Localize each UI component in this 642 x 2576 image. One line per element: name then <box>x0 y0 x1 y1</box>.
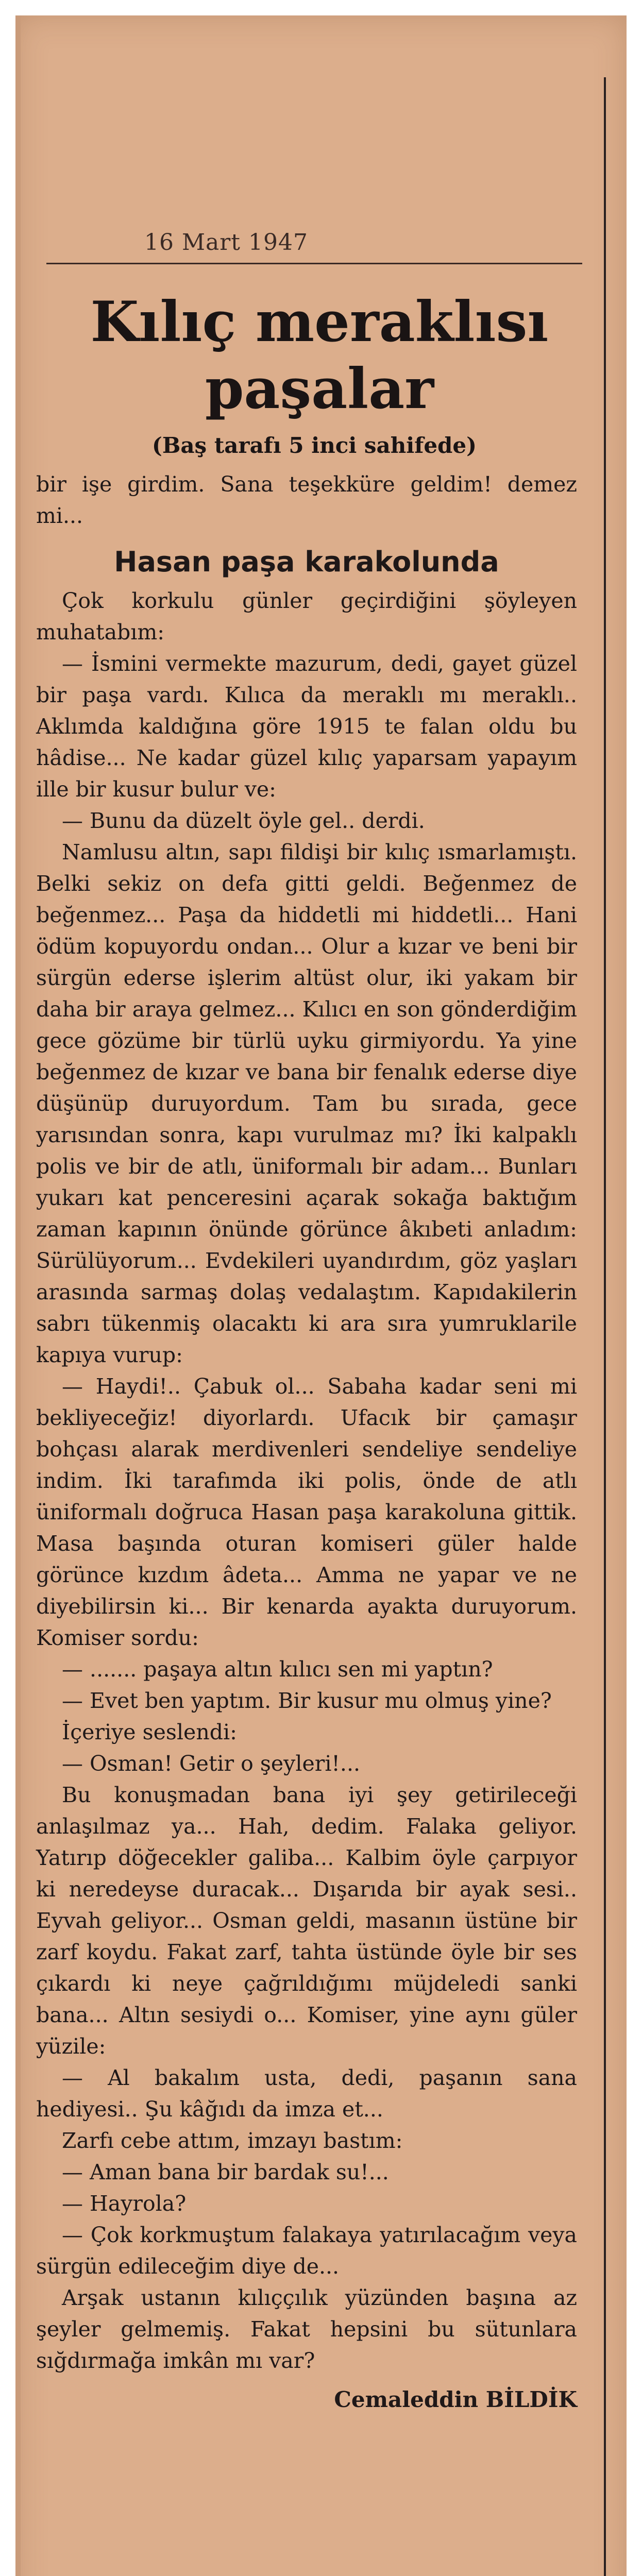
headline-line-2: paşalar <box>205 357 434 421</box>
paragraph: İçeriye seslendi: <box>62 1720 237 1744</box>
paragraph: — Hayrola? <box>62 2191 187 2216</box>
section-title: Hasan paşa karakolunda <box>114 546 499 578</box>
paragraph: Çok korkulu günler geçirdiğini şöyleyen muhatabım: <box>36 588 577 645</box>
paragraph: — ....... paşaya altın kılıcı sen mi yaptın? <box>62 1657 493 1682</box>
intro-paragraph: bir işe girdim. Sana teşekküre geldim! demez mi... <box>36 472 577 528</box>
headline-line-1: Kılıç meraklısı <box>90 290 549 354</box>
continuation-note: (Baş tarafı 5 inci sahifede) <box>151 433 477 458</box>
paragraph: Zarfı cebe attım, imzayı bastım: <box>62 2128 403 2153</box>
paragraph: Arşak ustanın kılıççılık yüzünden başına az şeyler gelmemiş. Fakat hepsini bu sütunlara sığdırmağa imkân mı var? <box>36 2285 577 2373</box>
paragraph: — Haydi!.. Çabuk ol... Sabaha kadar seni mi bekliyeceğiz! diyorlardı. Ufacık bir çamaşır bohçası alarak merdivenleri sendeliye sendeliye indim. İki tarafımda iki polis, önde de atlı üniformalı doğruca Hasan paşa karakoluna gittik. Masa başında oturan komiseri güler halde görünce kızdım âdeta... Amma ne yapar ve ne diyebilirsin ki... Bir kenarda ayakta duruyorum. Komiser sordu: <box>36 1374 577 1650</box>
paragraph: — Bunu da düzelt öyle gel.. derdi. <box>62 808 425 833</box>
author-signature: Cemaleddin BİLDİK <box>334 2387 577 2412</box>
publication-date: 16 Mart 1947 <box>144 229 308 256</box>
paragraph: — İsmini vermekte mazurum, dedi, gayet güzel bir paşa vardı. Kılıca da meraklı mı meraklı.. Aklımda kaldığına göre 1915 te falan oldu bu hâdise... Ne kadar güzel kılıç yaparsam yapayım ille bir kusur bulur ve: <box>36 651 577 802</box>
torn-left-edge <box>15 15 21 2576</box>
date-divider <box>46 263 582 264</box>
paragraph: — Evet ben yaptım. Bir kusur mu olmuş yine? <box>62 1688 552 1713</box>
headline <box>62 289 577 422</box>
paragraph: Namlusu altın, sapı fildişi bir kılıç ısmarlamıştı. Belki sekiz on defa gitti geldi. Beğenmez de beğenmez... Paşa da hiddetli mi hiddetli... Hani ödüm kopuyordu ondan... Olur a kızar ve beni bir sürgün ederse işlerim altüst olur, iki yakam bir daha bir araya gelmez... Kılıcı en son gönderdiğim gece gözüme bir türlü uyku girmiyordu. Ya yine beğenmez de kızar ve bana bir fenalık ederse diye düşünüp duruyordum. Tam bu sırada, gece yarısından sonra, kapı vurulmaz mı? İki kalpaklı polis ve bir de atlı, üniformalı bir adam... Bunları yukarı kat penceresini açarak sokağa baktığım zaman kapının önünde görünce âkıbeti anladım: Sürülüyorum... Evdekileri uyandırdım, göz yaşları arasında sarmaş dolaş vedalaştım. Kapıdakilerin sabrı tükenmiş olacaktı ki ara sıra yumruklarile kapıya vurup: <box>36 840 577 1367</box>
article-body <box>36 469 577 2415</box>
paragraph: — Al bakalım usta, dedi, paşanın sana hediyesi.. Şu kâğıdı da imza et... <box>36 2065 577 2122</box>
column-rule <box>604 77 606 2576</box>
paragraph: — Çok korkmuştum falakaya yatırılacağım veya sürgün edileceğim diye de... <box>36 2223 577 2279</box>
paragraph: Bu konuşmadan bana iyi şey getirileceği anlaşılmaz ya... Hah, dedim. Falaka geliyor. Yatırıp döğecekler galiba... Kalbim öyle çarpıyor ki neredeyse duracak... Dışarıda bir ayak sesi.. Eyvah geliyor... Osman geldi, masanın üstüne bir zarf koydu. Fakat zarf, tahta üstünde öyle bir ses çıkardı ki neye çağrıldığımı müjdeledi sanki bana... Altın sesiydi o... Komiser, yine aynı güler yüzile: <box>36 1783 577 2059</box>
paragraph: — Osman! Getir o şeyleri!... <box>62 1751 361 1776</box>
paragraph: — Aman bana bir bardak su!... <box>62 2160 389 2184</box>
